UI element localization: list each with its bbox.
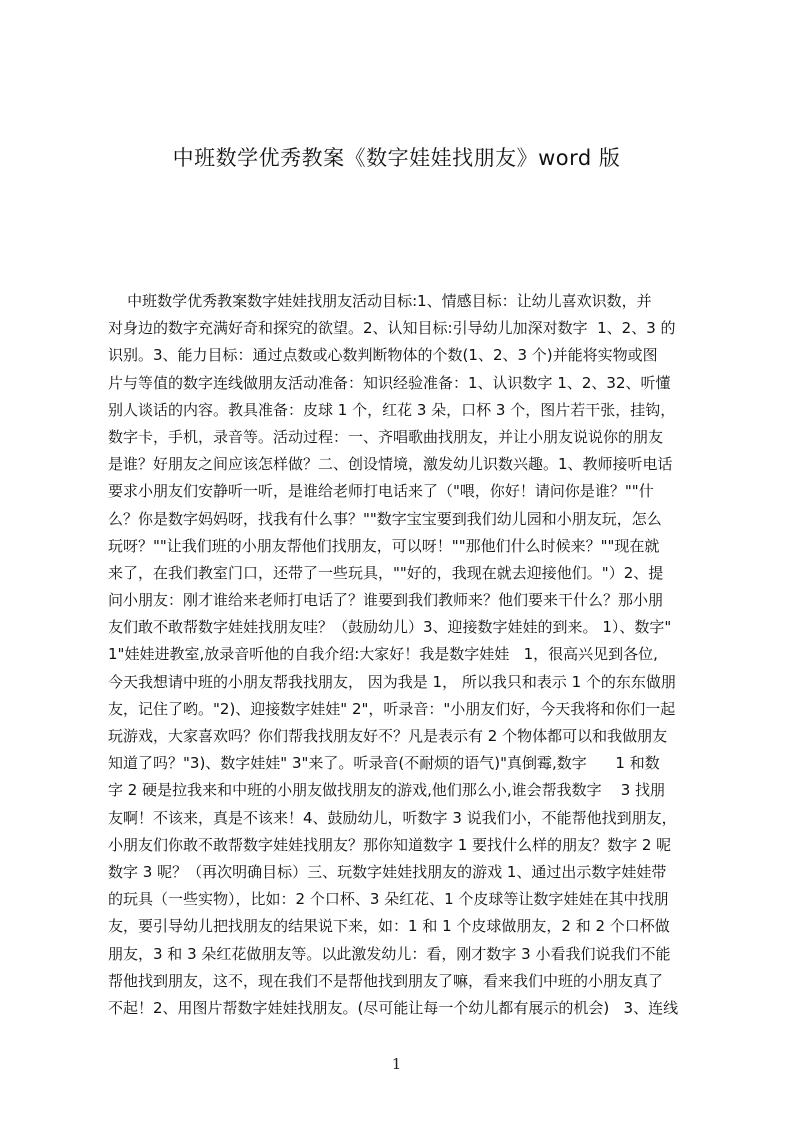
body-line: 玩游戏，大家喜欢吗？你们帮我找朋友好不？凡是表示有 2 个物体都可以和我做朋友	[108, 727, 668, 745]
body-line: 么？你是数字妈妈呀，找我有什么事？""数字宝宝要到我们幼儿园和小朋友玩，怎么	[108, 509, 662, 528]
body-line: 数字卡，手机，录音等。活动过程：一、齐唱歌曲找朋友，并让小朋友说说你的朋友	[108, 427, 664, 446]
body-line: 小朋友们你敢不敢帮数字娃娃找朋友？那你知道数字 1 要找什么样的朋友？数字 2 呢	[108, 835, 672, 854]
body-line: 问小朋友：刚才谁给来老师打电话了？谁要到我们教师来？他们要来干什么？那小朋	[108, 591, 664, 610]
body-line: 朋友，3 和 3 朵红花做朋友等。以此激发幼儿：看，刚才数字 3 小看我们说我们不能	[108, 944, 671, 963]
body-line: 友啊！不该来，真是不该来！4、鼓励幼儿，听数字 3 说我们小，不能帮他找到朋友，	[108, 808, 677, 827]
body-line: 玩呀？""让我们班的小朋友帮他们找朋友，可以呀！""那他们什么时候来？""现在就	[108, 536, 660, 555]
body-line: 数字 3 呢？（再次明确目标）三、玩数字娃娃找朋友的游戏 1、通过出示数字娃娃带	[108, 862, 667, 881]
body-line: 的玩具（一些实物），比如：2 个口杯、3 朵红花、1 个皮球等让数字娃娃在其中找朋	[108, 890, 669, 909]
body-line: 帮他找到朋友，这不，现在我们不是帮他找到朋友了嘛，看来我们中班的小朋友真了	[108, 971, 664, 990]
document-title: 中班数学优秀教案《数字娃娃找朋友》word 版	[172, 146, 621, 170]
body-line: 识别。3、能力目标：通过点数或心数判断物体的个数(1、2、3 个)并能将实物或图	[108, 346, 658, 365]
body-line: 友们敢不敢帮数字娃娃找朋友哇？（鼓励幼儿）3、迎接数字娃娃的到来。 1）、数字"	[108, 618, 672, 637]
document-body	[108, 288, 708, 1022]
body-line: 要求小朋友们安静听一听，是谁给老师打电话来了（"喂，你好！请问你是谁？""什	[108, 482, 654, 501]
page-number: 1	[391, 1055, 402, 1073]
body-line: 来了，在我们教室门口，还带了一些玩具，""好的，我现在就去迎接他们。"）2、提	[108, 563, 664, 582]
body-line: 片与等值的数字连线做朋友活动准备：知识经验准备：1、认识数字 1、2、32、听懂	[108, 373, 671, 392]
body-line: 不起！2、用图片帮数字娃娃找朋友。(尽可能让每一个幼儿都有展示的机会) 3、连线	[108, 998, 679, 1017]
body-line: 字 2 硬是拉我来和中班的小朋友做找朋友的游戏,他们那么小,谁会帮我数字 3 找朋	[108, 781, 666, 800]
body-line: 今天我想请中班的小朋友帮我找朋友， 因为我是 1， 所以我只和表示 1 个的东东做朋	[108, 672, 676, 691]
body-line: 中班数学优秀教案数字娃娃找朋友活动目标:1、情感目标：让幼儿喜欢识数，并	[108, 292, 652, 310]
body-line: 1"娃娃进教室,放录音听他的自我介绍:大家好！我是数字娃娃 1，很高兴见到各位,	[108, 645, 658, 664]
body-line: 知道了吗？"3)、数字娃娃" 3"来了。听录音(不耐烦的语气)"真倒霉,数字 1 和数	[108, 754, 660, 773]
body-line: 别人谈话的内容。教具准备：皮球 1 个，红花 3 朵，口杯 3 个，图片若干张，挂钩，	[108, 400, 676, 419]
body-line: 是谁？好朋友之间应该怎样做？二、创设情境，激发幼儿识数兴趣。1、教师接听电话	[108, 455, 673, 474]
body-line: 友，要引导幼儿把找朋友的结果说下来，如：1 和 1 个皮球做朋友，2 和 2 个口杯做	[108, 917, 670, 936]
body-line: 对身边的数字充满好奇和探究的欲望。2、认知目标:引导幼儿加深对数字 1、2、3 的	[108, 319, 676, 338]
body-line: 友，记住了哟。"2)、迎接数字娃娃" 2"，听录音："小朋友们好，今天我将和你们一起	[108, 699, 676, 718]
